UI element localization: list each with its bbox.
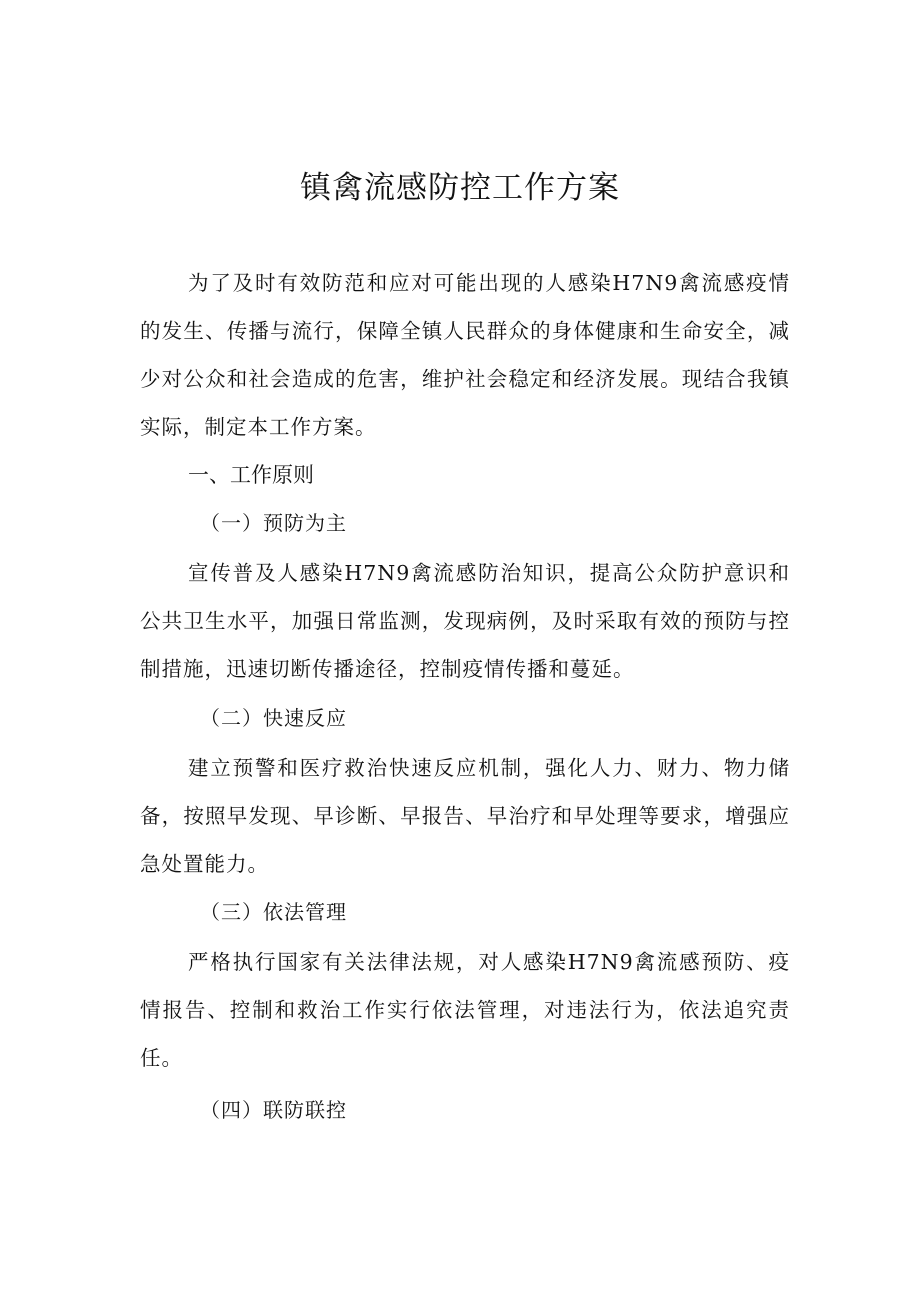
subsection-heading-joint-control: （四）联防联控 bbox=[200, 1098, 347, 1122]
document-title: 镇禽流感防控工作方案 bbox=[300, 170, 620, 206]
subsection-heading-legal-management: （三）依法管理 bbox=[200, 900, 347, 924]
rapid-response-paragraph: 建立预警和医疗救治快速反应机制，强化人力、财力、物力储备，按照早发现、早诊断、早报告、早治疗和早处理等要求，增强应急处置能力。 bbox=[140, 756, 790, 876]
legal-management-paragraph: 严格执行国家有关法律法规，对人感染H7N9禽流感预防、疫情报告、控制和救治工作实行依法管理，对违法行为，依法追究责任。 bbox=[140, 950, 790, 1070]
subsection-heading-prevention: （一）预防为主 bbox=[200, 511, 347, 535]
prevention-paragraph: 宣传普及人感染H7N9禽流感防治知识，提高公众防护意识和公共卫生水平，加强日常监测，发现病例，及时采取有效的预防与控制措施，迅速切断传播途径，控制疫情传播和蔓延。 bbox=[140, 561, 790, 681]
section-heading-principles: 一、工作原则 bbox=[188, 463, 314, 487]
intro-paragraph: 为了及时有效防范和应对可能出现的人感染H7N9禽流感疫情的发生、传播与流行，保障全镇人民群众的身体健康和生命安全，减少对公众和社会造成的危害，维护社会稳定和经济发展。现结合我镇实际，制定本工作方案。 bbox=[140, 271, 790, 439]
subsection-heading-rapid-response: （二）快速反应 bbox=[200, 706, 347, 730]
